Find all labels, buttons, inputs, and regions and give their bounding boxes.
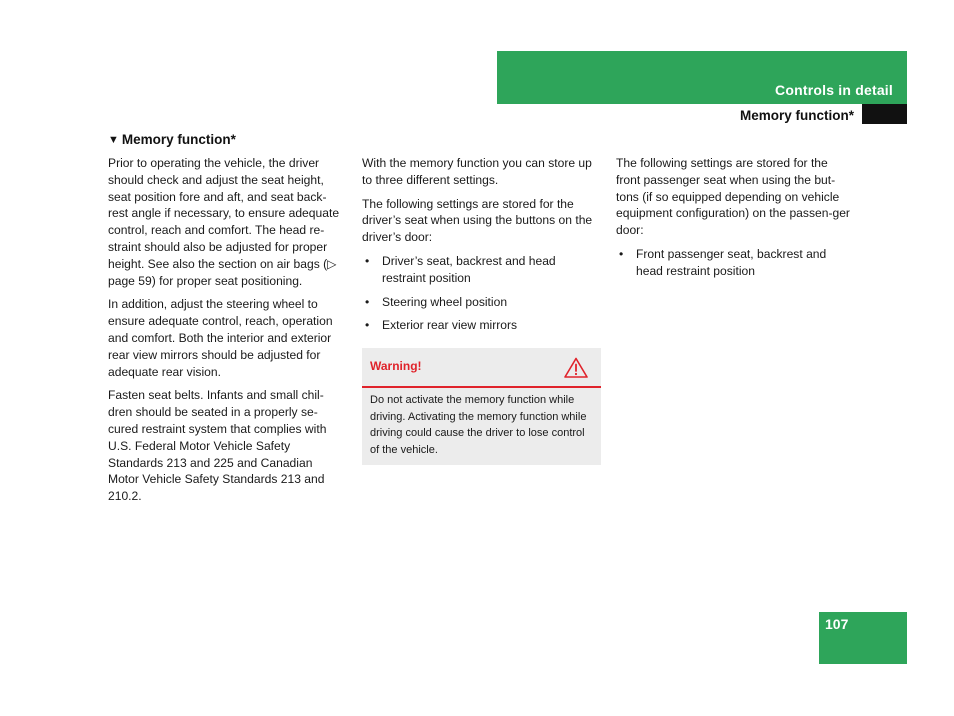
subtitle-tab-block [862, 104, 907, 124]
paragraph: Prior to operating the vehicle, the driver should check and adjust the seat height, seat position fore and aft, and seat back-rest angle if necessary, to ensure adequate control, reach and comfort. The head re-straint should also be adjusted for proper height. See also the section on air bags (▷ page 59) for proper seat positioning. [108, 156, 340, 288]
list-item [362, 253, 602, 287]
list-item [362, 294, 602, 311]
column-1 [108, 155, 346, 512]
paragraph: The following settings are stored for the front passenger seat when using the but-tons (if so equipped depending on vehicle equipment configuration) on the passen-ger door: [616, 156, 850, 238]
list-item [362, 317, 602, 334]
bullet-icon: • [365, 253, 370, 268]
header-band [497, 51, 907, 104]
warning-triangle-icon [564, 357, 588, 378]
warning-box [362, 348, 601, 465]
section-heading-text: Memory function* [121, 132, 236, 147]
list-item [616, 246, 854, 280]
page-number: 107 [825, 616, 849, 632]
paragraph: With the memory function you can store up to three different settings. [362, 156, 592, 187]
list-item-text: Exterior rear view mirrors [382, 318, 518, 333]
list-item-text: Steering wheel position [382, 294, 508, 309]
bullet-icon: • [365, 294, 370, 309]
bullet-icon: • [619, 246, 624, 261]
section-heading [108, 132, 236, 147]
warning-label: Warning! [370, 359, 422, 373]
bullet-icon: • [365, 318, 370, 333]
list-item-text: Front passenger seat, backrest and head restraint position [636, 246, 827, 278]
paragraph: Fasten seat belts. Infants and small chil-dren should be seated in a properly se-cured restraint system that complies with U.S. Federal Motor Vehicle Safety Standards 213 and 225 and Canadian Motor Vehicle Safety Standards 213 and 210.2. [108, 388, 327, 504]
passenger-settings-list [616, 246, 854, 280]
paragraph: In addition, adjust the steering wheel to ensure adequate control, reach, operation and comfort. Both the interior and exterior rear view mirrors should be adjusted for adequate rear vision. [108, 297, 333, 379]
list-item-text: Driver’s seat, backrest and head restraint position [382, 253, 556, 285]
section-subtitle: Memory function* [739, 108, 854, 123]
column-3 [616, 155, 854, 287]
warning-text: Do not activate the memory function while driving. Activating the memory function while driving could cause the driver to lose control of the vehicle. [370, 394, 587, 456]
warning-header [362, 348, 601, 388]
paragraph: The following settings are stored for the driver’s seat when using the buttons on the driver’s door: [362, 196, 593, 245]
page-number-box [819, 612, 907, 664]
driver-settings-list [362, 253, 602, 334]
chapter-title: Controls in detail [775, 82, 893, 98]
triangle-down-icon: ▼ [108, 134, 119, 146]
column-2 [362, 155, 602, 341]
